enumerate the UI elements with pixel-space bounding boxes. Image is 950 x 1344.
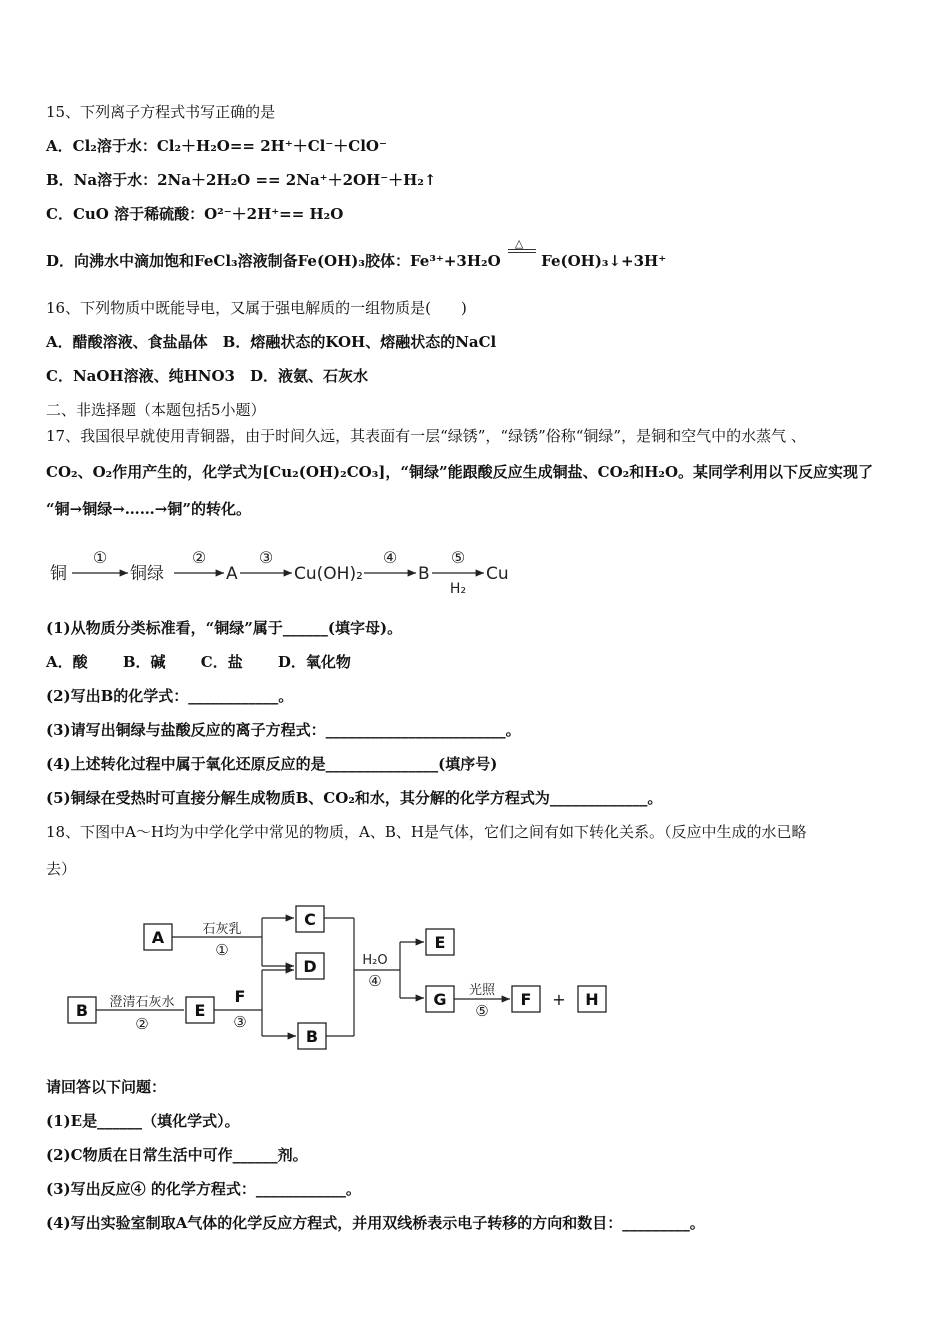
q17-part-1: (1)从物质分类标准看，“铜绿”属于______(填字母)。 [46,619,403,637]
q15-option-d [46,237,667,271]
section-heading: 二、非选择题（本题包括5小题） [46,401,266,419]
label-e-right: E [434,933,446,952]
q17-part-3: (3)请写出铜绿与盐酸反应的离子方程式：________________________。 [46,721,521,739]
chain-node-malachite: 铜绿 [130,564,164,584]
q17-part-2: (2)写出B的化学式：____________。 [46,687,294,705]
label-c: C [304,910,316,929]
chain-node-b: B [418,564,430,584]
label-a: A [151,928,165,947]
q17-part-1-options: A．酸 B．碱 C．盐 D．氧化物 [46,653,351,671]
step-label-4: ④ [368,972,382,990]
q16-options-ab: A．醋酸溶液、食盐晶体 B．熔融状态的KOH、熔融状态的NaCl [46,333,497,351]
q15-d-left: D．向沸水中滴加饱和FeCl₃溶液制备Fe(OH)₃胶体：Fe³⁺+3H₂O [46,252,501,270]
q15-stem: 15、下列离子方程式书写正确的是 [46,103,276,121]
chain-node-copper: 铜 [50,564,67,584]
conversion-diagram [62,896,622,1062]
step-label-5: ⑤ [450,548,466,567]
reagent-f-label: F [234,987,246,1006]
step-label-1: ① [92,548,108,567]
q17-intro-1: 17、我国很早就使用青铜器，由于时间久远，其表面有一层“绿锈”，“绿锈”俗称“铜绿”，是铜和空气中的水蒸气 、 [46,427,806,445]
label-e-left: E [194,1001,206,1020]
step-label-2: ② [191,548,207,567]
q15-option-b: B．Na溶于水：2Na＋2H₂O == 2Na⁺＋2OH⁻＋H₂↑ [46,171,437,189]
label-h: H [585,990,599,1009]
q18-part-4: (4)写出实验室制取A气体的化学反应方程式，并用双线桥表示电子转移的方向和数目：_________。 [46,1214,705,1232]
label-f: F [520,990,532,1009]
reagent-water: H₂O [362,953,388,968]
copper-conversion-chain [48,543,518,599]
step-label-4: ④ [382,548,398,567]
chain-node-a: A [226,564,238,584]
condition-light: 光照 [468,983,496,998]
q18-part-3: (3)写出反应④ 的化学方程式：____________。 [46,1180,361,1198]
reagent-lime-milk: 石灰乳 [202,922,242,937]
chain-node-cu: Cu [486,564,509,584]
step-label-3: ③ [258,548,274,567]
label-b-left: B [75,1001,89,1020]
label-b-right: B [305,1027,319,1046]
q16-options-cd: C．NaOH溶液、纯HNO3 D．液氨、石灰水 [46,367,369,385]
q16-stem: 16、下列物质中既能导电，又属于强电解质的一组物质是( ) [46,299,467,317]
q17-intro-3: “铜→铜绿→……→铜”的转化。 [46,500,251,518]
q17-part-5: (5)铜绿在受热时可直接分解生成物质B、CO₂和水，其分解的化学方程式为_____________。 [46,789,663,807]
label-d: D [303,957,317,976]
q15-option-c: C．CuO 溶于稀硫酸：O²⁻＋2H⁺== H₂O [46,205,344,223]
step-label-1: ① [215,941,229,959]
chain-node-cuoh2: Cu(OH)₂ [294,564,363,584]
reagent-limewater: 澄清石灰水 [109,995,175,1010]
equation-double-line [508,249,536,253]
step-label-5: ⑤ [475,1002,489,1020]
q18-ask: 请回答以下问题： [46,1078,167,1096]
q18-intro-2: 去） [46,860,77,878]
q18-intro-1: 18、下图中A～H均为中学化学中常见的物质，A、B、H是气体，它们之间有如下转化关系。（反应中生成的水已略 [46,823,807,841]
q15-option-a: A．Cl₂溶于水：Cl₂＋H₂O== 2H⁺＋Cl⁻＋ClO⁻ [46,137,387,155]
q15-d-right: Fe(OH)₃↓+3H⁺ [541,252,667,270]
step-label-2: ② [135,1015,149,1033]
plus-sign: + [552,990,566,1009]
step-label-3: ③ [233,1013,247,1031]
heat-condition [506,237,536,271]
heat-triangle-icon: △ [514,237,524,250]
q17-part-4: (4)上述转化过程中属于氧化还原反应的是_______________(填序号) [46,755,498,773]
step-5-reagent: H₂ [449,581,467,597]
label-g: G [433,990,447,1009]
q18-part-2: (2)C物质在日常生活中可作______剂。 [46,1146,308,1164]
q17-intro-2: CO₂、O₂作用产生的，化学式为[Cu₂(OH)₂CO₃]，“铜绿”能跟酸反应生成铜盐、CO₂和H₂O。某同学利用以下反应实现了 [46,463,874,481]
q18-part-1: (1)E是______（填化学式）。 [46,1112,240,1130]
